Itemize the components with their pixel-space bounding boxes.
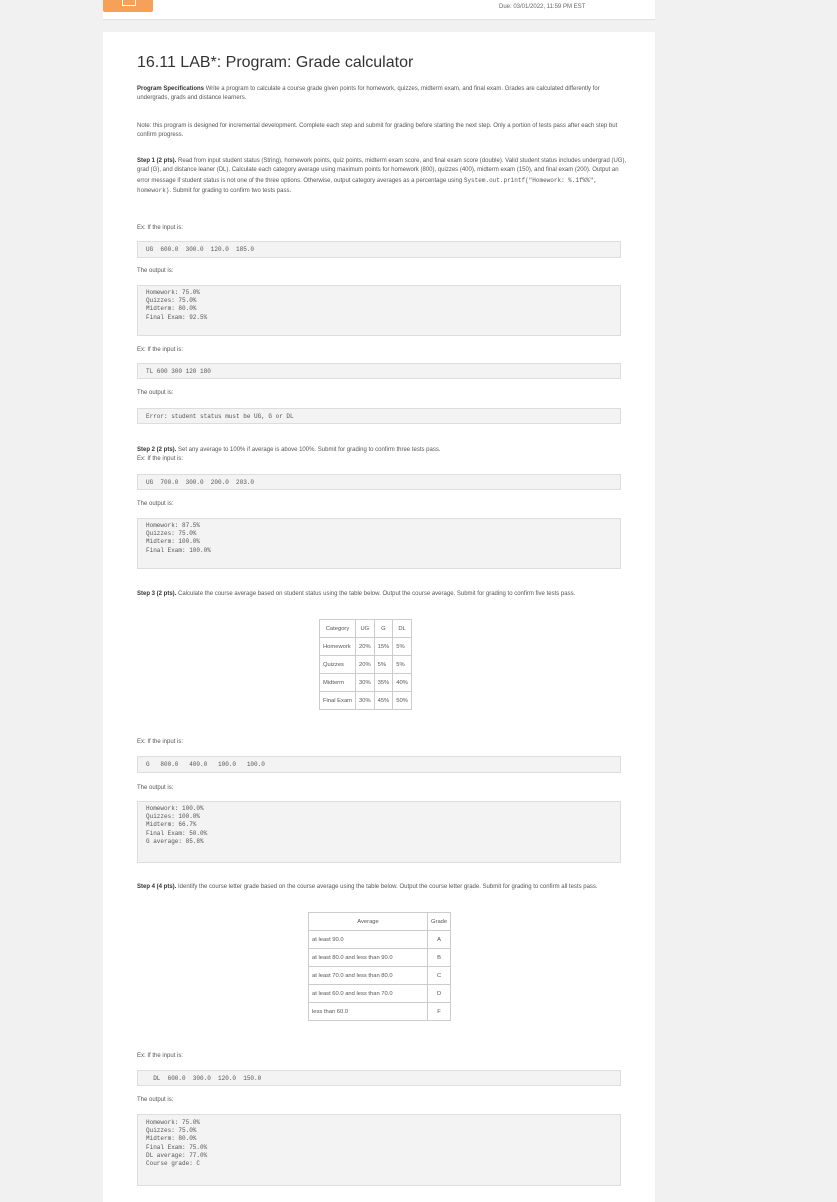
printf-code: System.out.printf("Homework: %.1f%%", homework) (137, 176, 598, 194)
lab-card (103, 32, 655, 1202)
table-row: Quizzes 20% 5% 5% (320, 656, 412, 674)
section-icon (122, 0, 136, 6)
example-output-label: The output is: (137, 268, 174, 274)
example-input-5: DL 600.0 300.0 120.0 150.0 (137, 1070, 621, 1086)
incremental-note: Note: this program is designed for incremental development. Complete each step and submit for grading before starting the next step. Only a portion of tests pass after each step but confirm progress. (137, 123, 618, 139)
example-input-2: TL 600 300 120 180 (137, 363, 621, 379)
example-output-label: The output is: (137, 501, 174, 507)
step2-text: Step 2 (2 pts). Set any average to 100% if average is above 100%. Submit for grading to confirm three tests pass. (137, 447, 441, 453)
example-output-2: Error: student status must be UG, G or DL (137, 408, 621, 424)
example-output-5: Homework: 75.0% Quizzes: 75.0% Midterm: 80.0% Final Exam: 75.0% DL average: 77.0% Course grade: C (137, 1114, 621, 1186)
example-input-label: Ex: If the input is: (137, 1053, 184, 1059)
due-date: Due: 03/01/2022, 11:59 PM EST (499, 4, 586, 10)
example-output-1: Homework: 75.0% Quizzes: 75.0% Midterm: 80.0% Final Exam: 92.5% (137, 285, 621, 336)
example-input-label: Ex: If the input is: (137, 456, 184, 462)
table-row: at least 60.0 and less than 70.0 D (309, 985, 451, 1003)
example-input-4: G 800.0 400.0 100.0 100.0 (137, 756, 621, 773)
example-output-label: The output is: (137, 785, 174, 791)
step2-label: Step 2 (2 pts). (137, 447, 177, 453)
step1-text: Step 1 (2 pts). Read from input student status (String), homework points, quiz points, midterm exam score, and final exam score (double). Valid student status includes undergrad (UG), grad (G), and distance leaner (DL). Calculate each category average using maximum points for homework (800), quizzes (400), midterm exam (150), and final exam (200). Output an error message if student status is not one of the three options. Otherwise, output category averages as a percentage using System.out.printf("Homework: %.1f%%", homework). Submit for grading to confirm two tests pass. (137, 158, 627, 194)
example-input-1: UG 600.0 300.0 120.0 185.0 (137, 241, 621, 258)
table-row: Midterm 30% 35% 40% (320, 674, 412, 692)
step3-text: Step 3 (2 pts). Calculate the course average based on student status using the table below. Output the course average. Submit for grading to confirm five tests pass. (137, 591, 576, 597)
table-row: less than 60.0 F (309, 1003, 451, 1021)
grade-table (308, 912, 451, 1021)
step3-label: Step 3 (2 pts). (137, 591, 177, 597)
spec-label: Program Specifications (137, 86, 205, 92)
table-row: at least 90.0 A (309, 931, 451, 949)
table-row: Final Exam 30% 45% 50% (320, 692, 412, 710)
example-output-3: Homework: 87.5% Quizzes: 75.0% Midterm: 100.0% Final Exam: 100.0% (137, 518, 621, 569)
spec-text: Write a program to calculate a course grade given points for homework, quizzes, midterm exam, and final exam. Grades are calculated differently for undergrads, grads and distance learners. (137, 86, 600, 102)
top-bar (103, 0, 655, 20)
example-input-label: Ex: If the input is: (137, 225, 184, 231)
step4-label: Step 4 (4 pts). (137, 884, 177, 890)
step4-text: Step 4 (4 pts). Identify the course letter grade based on the course average using the table below. Output the course letter grade. Submit for grading to confirm all tests pass. (137, 884, 598, 890)
table-header-row: Average Grade (309, 913, 451, 931)
program-specifications (137, 85, 627, 104)
example-input-label: Ex: If the input is: (137, 739, 184, 745)
example-output-label: The output is: (137, 1097, 174, 1103)
example-output-4: Homework: 100.0% Quizzes: 100.0% Midterm: 66.7% Final Exam: 50.0% G average: 85.8% (137, 801, 621, 863)
table-row: at least 80.0 and less than 90.0 B (309, 949, 451, 967)
table-row: Homework 20% 15% 5% (320, 638, 412, 656)
example-input-3: UG 700.0 300.0 200.0 203.0 (137, 474, 621, 490)
page-title: 16.11 LAB*: Program: Grade calculator (137, 54, 414, 71)
example-output-label: The output is: (137, 390, 174, 396)
table-header-row: Category UG G DL (320, 620, 412, 638)
example-input-label: Ex: If the input is: (137, 347, 184, 353)
table-row: at least 70.0 and less than 80.0 C (309, 967, 451, 985)
weights-table (319, 619, 412, 710)
step1-label: Step 1 (2 pts). (137, 158, 177, 164)
section-badge[interactable] (103, 0, 153, 12)
